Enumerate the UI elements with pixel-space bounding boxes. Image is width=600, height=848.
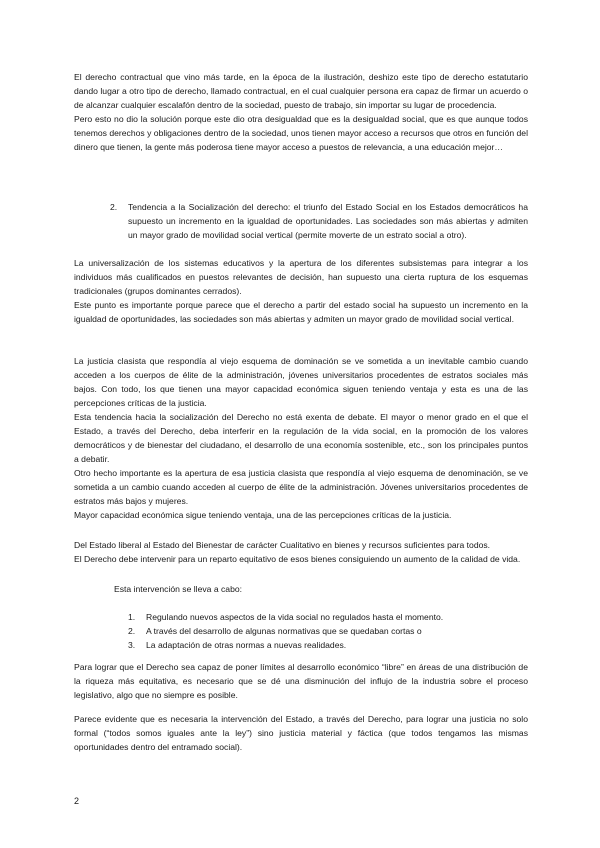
list-text: La adaptación de otras normas a nuevas realidades.	[146, 640, 347, 650]
list-text: A través del desarrollo de algunas normativas que se quedaban cortas o	[146, 626, 422, 636]
paragraph: Otro hecho importante es la apertura de esa justicia clasista que respondía al viejo esquema de denominación, se ve sometida a un cambio cuando acceden al cuerpo de élite de la administración. Jóvenes universitarios procedentes de estratos más bajos y mujeres.	[74, 468, 528, 506]
paragraph: Del Estado liberal al Estado del Bienestar de carácter Cualitativo en bienes y recursos suficientes para todos.	[74, 540, 491, 550]
text-section-2	[74, 256, 528, 326]
paragraph: El Derecho debe intervenir para un reparto equitativo de esos bienes consiguiendo un aumento de la calidad de vida.	[74, 554, 521, 564]
numbered-item-2	[110, 200, 528, 242]
text-section-3	[74, 354, 528, 522]
paragraph: Para lograr que el Derecho sea capaz de poner límites al desarrollo económico “libre” en áreas de una distribución de la riqueza más equitativa, es necesario que se dé una disminución del influjo de la industria sobre el proceso legislativo, algo que no siempre es posible.	[74, 662, 528, 700]
item-text: Tendencia a la Socialización del derecho: el triunfo del Estado Social en los Estados democráticos ha supuesto un incremento en la igualdad de oportunidades. Las sociedades son más abiertas y admiten un mayor grado de movilidad social vertical (permite moverte de un estrato social a otro).	[128, 202, 528, 240]
text-section-5	[74, 660, 528, 702]
text-section-1	[74, 70, 528, 154]
item-number: 2.	[110, 202, 118, 212]
list-number: 2.	[128, 626, 136, 636]
paragraph: La justicia clasista que respondía al viejo esquema de dominación se ve sometida a un inevitable cambio cuando acceden a los cuerpos de élite de la administración, jóvenes universitarios procedentes de estratos sociales más bajos. Con todo, los que tienen una mayor capacidad económica siguen teniendo ventaja y esta es una de las percepciones críticas de la justicia.	[74, 356, 528, 408]
paragraph: El derecho contractual que vino más tarde, en la época de la ilustración, deshizo este tipo de derecho estatutario dando lugar a otro tipo de derecho, llamado contractual, en el cual cualquier persona era capaz de firmar un acuerdo o de alcanzar cualquier escalafón dentro de la sociedad, puesto de trabajo, sin importar su lugar de procedencia.	[74, 72, 528, 110]
intervention-list	[128, 610, 528, 652]
intro-line	[114, 582, 514, 596]
paragraph: Esta intervención se lleva a cabo:	[114, 584, 243, 594]
text-section-4	[74, 538, 528, 566]
text-section-6	[74, 712, 528, 754]
list-text: Regulando nuevos aspectos de la vida social no regulados hasta el momento.	[146, 612, 444, 622]
paragraph: Mayor capacidad económica sigue teniendo ventaja, una de las percepciones críticas de la justicia.	[74, 510, 452, 520]
paragraph: Esta tendencia hacia la socialización del Derecho no está exenta de debate. El mayor o menor grado en el que el Estado, a través del Derecho, deba interferir en la regulación de la vida social, en la promoción de los valores democráticos y de bienestar del ciudadano, el desarrollo de una economía sostenible, etc., son los principales puntos a debatir.	[74, 412, 528, 464]
page-number: 2	[74, 796, 80, 806]
paragraph: Pero esto no dio la solución porque este dio otra desigualdad que es la desigualdad social, que es que aunque todos tenemos derechos y obligaciones dentro de la sociedad, unos tienen mayor acceso a recursos que otros en función del dinero que tienen, la gente más poderosa tiene mayor acceso a puestos de relevancia, a una educación mejor…	[74, 114, 528, 152]
list-item	[128, 638, 528, 652]
paragraph: Este punto es importante porque parece que el derecho a partir del estado social ha supuesto un incremento en la igualdad de oportunidades, las sociedades son más abiertas y admiten un mayor grado de movilidad social vertical.	[74, 300, 528, 324]
list-item	[128, 624, 528, 638]
list-item	[128, 610, 528, 624]
list-number: 1.	[128, 612, 136, 622]
paragraph: Parece evidente que es necesaria la intervención del Estado, a través del Derecho, para lograr una justicia no solo formal (“todos somos iguales ante la ley”) sino justicia material y fáctica (que todos tengamos las mismas oportunidades dentro del entramado social).	[74, 714, 528, 752]
paragraph: La universalización de los sistemas educativos y la apertura de los diferentes subsistemas para integrar a los individuos más cualificados en puestos relevantes de decisión, han supuesto una cierta ruptura de los esquemas tradicionales (grupos dominantes cerrados).	[74, 258, 528, 296]
list-number: 3.	[128, 640, 136, 650]
